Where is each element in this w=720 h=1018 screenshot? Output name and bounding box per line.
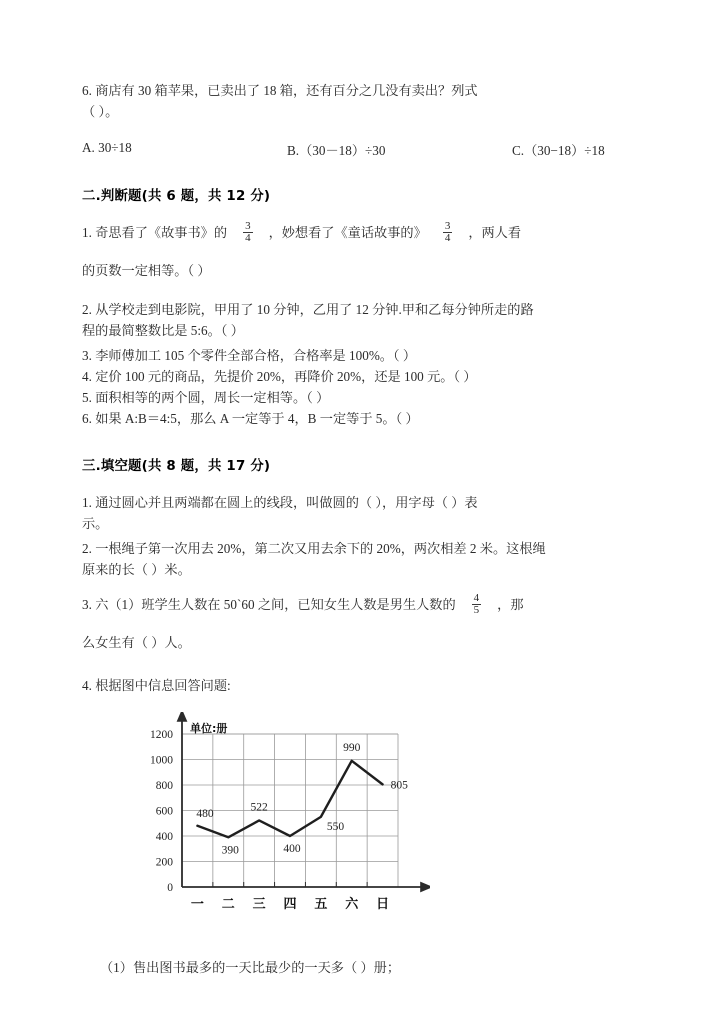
question-6-block	[82, 80, 642, 122]
fraction-denominator: 5	[473, 604, 480, 617]
fill-question-2	[82, 538, 642, 580]
fill-question-3	[82, 591, 642, 618]
x-axis-category-label: 五	[314, 896, 328, 912]
judge-question-6: 6. 如果 A:B＝4:5，那么 A 一定等于 4，B 一定等于 5。（ ）	[82, 410, 419, 426]
y-axis-tick-label: 200	[155, 856, 173, 869]
data-point-label: 990	[343, 741, 361, 754]
x-axis-category-label: 三	[252, 896, 266, 912]
option-a[interactable]: A. 30÷18	[82, 140, 132, 155]
question-6-blank-line: （ ）。	[82, 104, 119, 119]
judge-question-1	[82, 222, 642, 246]
judge-question-4: 4. 定价 100 元的商品，先提价 20%，再降价 20%，还是 100 元。（ ）	[82, 368, 477, 384]
judge-question-3: 3. 李师傅加工 105 个零件全部合格，合格率是 100%。（ ）	[82, 347, 417, 363]
y-axis-tick-label: 1000	[150, 754, 173, 767]
fill-q2-line2: 原来的长（ ）米。	[82, 561, 191, 577]
data-point-label: 805	[390, 779, 408, 792]
fraction-four-fifths	[472, 593, 482, 617]
fill-q2-line1: 2. 一根绳子第一次用去 20%，第二次又用去余下的 20%，两次相差 2 米。这根绳	[82, 540, 546, 556]
fraction-denominator: 4	[444, 232, 451, 245]
y-axis-tick-label: 0	[167, 881, 173, 894]
fill-q1-line2: 示。	[82, 515, 109, 531]
y-axis-tick-label: 600	[155, 805, 173, 818]
judge-q2-line2: 程的最简整数比是 5:6。（ ）	[82, 322, 244, 338]
data-line	[197, 761, 382, 838]
judge-question-5: 5. 面积相等的两个圆，周长一定相等。（ ）	[82, 389, 330, 405]
fraction-numerator: 3	[444, 220, 451, 233]
fill-question-4-sub1: （1）售出图书最多的一天比最少的一天多（ ）册；	[100, 959, 401, 975]
fill-q1-line1: 1. 通过圆心并且两端都在圆上的线段，叫做圆的（ ），用字母（ ）表	[82, 494, 478, 510]
option-c[interactable]: C.（30−18）÷18	[512, 143, 605, 158]
judge-q1-part1: 1. 奇思看了《故事书》的	[82, 225, 228, 240]
fraction-three-quarters-2	[443, 221, 453, 245]
data-point-label: 400	[283, 842, 301, 855]
chart-unit-label: 单位:册	[190, 721, 228, 735]
fill-question-3-line2: 么女生有（ ）人。	[82, 634, 191, 650]
judge-question-1-line2: 的页数一定相等。（ ）	[82, 262, 211, 278]
judge-q2-line1: 2. 从学校走到电影院，甲用了 10 分钟，乙用了 12 分钟.甲和乙每分钟所走的路	[82, 301, 534, 317]
fill-question-1	[82, 492, 642, 534]
book-sales-line-chart	[130, 712, 430, 927]
fraction-denominator: 4	[245, 232, 251, 245]
section-heading-judge: 二.判断题(共 6 题，共 12 分)	[82, 189, 271, 204]
x-axis-category-label: 一	[190, 896, 204, 912]
fill-question-4-prompt: 4. 根据图中信息回答问题:	[82, 677, 231, 693]
x-axis-category-label: 二	[221, 896, 235, 912]
fill-q3-part2: ，那	[497, 596, 524, 612]
judge-q1-part2: ，妙想看了《童话故事的》	[268, 225, 427, 240]
data-point-label: 522	[250, 801, 268, 814]
x-axis-category-label: 四	[283, 896, 297, 912]
fraction-three-quarters-1	[243, 221, 253, 245]
fraction-numerator: 3	[245, 220, 251, 233]
judge-q1-part3: ，两人看	[468, 225, 522, 240]
y-axis-tick-label: 800	[155, 779, 173, 792]
section-heading-fill: 三.填空题(共 8 题，共 17 分)	[82, 458, 271, 474]
data-point-label: 550	[326, 820, 345, 833]
chart-svg	[130, 712, 430, 927]
question-6-options	[82, 140, 642, 159]
data-point-label: 390	[221, 844, 239, 857]
x-axis-category-label: 六	[345, 896, 359, 912]
option-b[interactable]: B.（30－18）÷30	[287, 143, 386, 158]
question-6-text: 6. 商店有 30 箱苹果，已卖出了 18 箱，还有百分之几没有卖出？列式	[82, 83, 478, 98]
fill-q3-part1: 3. 六（1）班学生人数在 50ˋ60 之间，已知女生人数是男生人数的	[82, 596, 456, 612]
y-axis-tick-label: 1200	[150, 728, 173, 741]
judge-question-2	[82, 299, 642, 341]
data-point-label: 480	[196, 807, 214, 820]
x-axis-category-label: 日	[376, 896, 390, 912]
y-axis-tick-label: 400	[155, 830, 173, 843]
fraction-numerator: 4	[473, 591, 480, 604]
